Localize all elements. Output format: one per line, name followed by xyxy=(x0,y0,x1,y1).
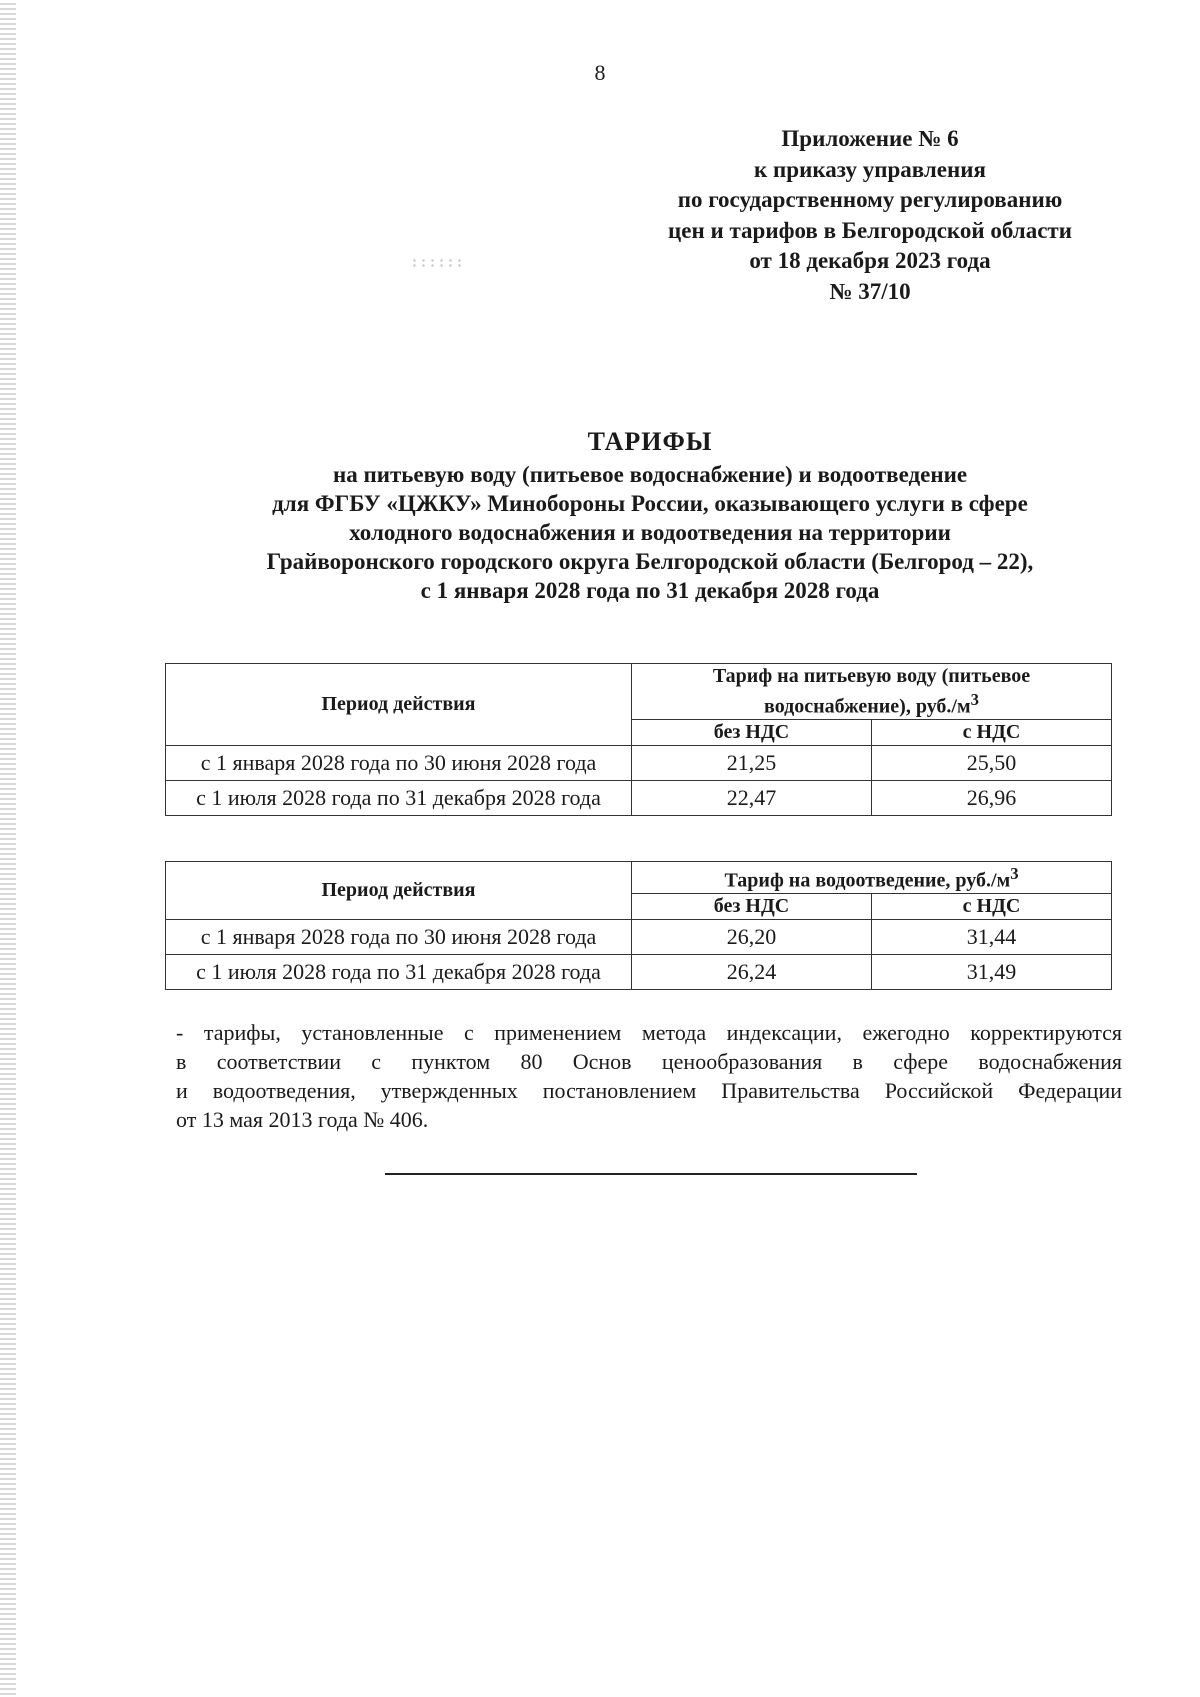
water-tariff-header xyxy=(632,664,1112,720)
footnote-line: от 13 мая 2013 года № 406. xyxy=(176,1107,429,1132)
value-vat: 31,49 xyxy=(872,954,1112,989)
table-row xyxy=(166,919,1112,954)
col-vat: с НДС xyxy=(872,719,1112,745)
sewage-tariff-table xyxy=(165,861,1112,990)
col-no-vat: без НДС xyxy=(632,893,872,919)
appendix-line: по государственному регулированию xyxy=(677,187,1063,212)
period-cell: с 1 января 2028 года по 30 июня 2028 года xyxy=(166,919,632,954)
title-line: на питьевую воду (питьевое водоснабжение) и водоотведение xyxy=(332,462,968,487)
value-no-vat: 26,24 xyxy=(632,954,872,989)
table-row xyxy=(166,745,1112,780)
unit-superscript: 3 xyxy=(970,690,979,709)
end-rule xyxy=(385,1173,917,1175)
value-vat: 31,44 xyxy=(872,919,1112,954)
footnote xyxy=(176,1018,1122,1134)
value-vat: 26,96 xyxy=(872,780,1112,815)
scan-speck-artifact xyxy=(410,258,466,268)
sewage-tariff-header xyxy=(632,862,1112,894)
table-row xyxy=(166,780,1112,815)
title-line: Грайворонского городского округа Белгородской области (Белгород – 22), xyxy=(266,549,1034,574)
title-heading: ТАРИФЫ xyxy=(587,427,713,456)
page-number: 8 xyxy=(594,60,606,85)
appendix-block xyxy=(610,124,1130,307)
footnote-line: и водоотведения, утвержденных постановлением Правительства Российской Федерации xyxy=(176,1078,1122,1103)
table-row xyxy=(166,954,1112,989)
col-no-vat: без НДС xyxy=(632,719,872,745)
scan-edge-artifact xyxy=(0,0,16,1697)
col-vat: с НДС xyxy=(872,893,1112,919)
water-tariff-table xyxy=(165,663,1112,816)
water-tariff-header-text: Тариф на питьевую воду (питьевое водоснабжение), руб./м xyxy=(712,665,1031,718)
footnote-line: - тарифы, установленные с применением метода индексации, ежегодно корректируются xyxy=(176,1020,1122,1045)
sewage-tariff-header-text: Тариф на водоотведение, руб./м xyxy=(724,869,1011,892)
period-header: Период действия xyxy=(166,664,632,746)
appendix-line: к приказу управления xyxy=(754,156,986,182)
title-line: холодного водоснабжения и водоотведения на территории xyxy=(349,520,951,545)
appendix-line: № 37/10 xyxy=(829,278,911,304)
period-cell: с 1 июля 2028 года по 31 декабря 2028 года xyxy=(166,954,632,989)
document-title xyxy=(120,424,1180,605)
period-cell: с 1 января 2028 года по 30 июня 2028 года xyxy=(166,745,632,780)
unit-superscript: 3 xyxy=(1010,864,1019,883)
value-no-vat: 26,20 xyxy=(632,919,872,954)
value-vat: 25,50 xyxy=(872,745,1112,780)
value-no-vat: 21,25 xyxy=(632,745,872,780)
footnote-line: в соответствии с пунктом 80 Основ ценообразования в сфере водоснабжения xyxy=(176,1049,1122,1074)
title-line: для ФГБУ «ЦЖКУ» Минобороны России, оказывающего услуги в сфере xyxy=(272,491,1028,516)
title-line: с 1 января 2028 года по 31 декабря 2028 года xyxy=(420,578,880,603)
period-header: Период действия xyxy=(166,862,632,920)
appendix-line: от 18 декабря 2023 года xyxy=(749,248,991,273)
appendix-line: Приложение № 6 xyxy=(781,126,959,151)
appendix-line: цен и тарифов в Белгородской области xyxy=(668,217,1072,243)
period-cell: с 1 июля 2028 года по 31 декабря 2028 года xyxy=(166,780,632,815)
value-no-vat: 22,47 xyxy=(632,780,872,815)
